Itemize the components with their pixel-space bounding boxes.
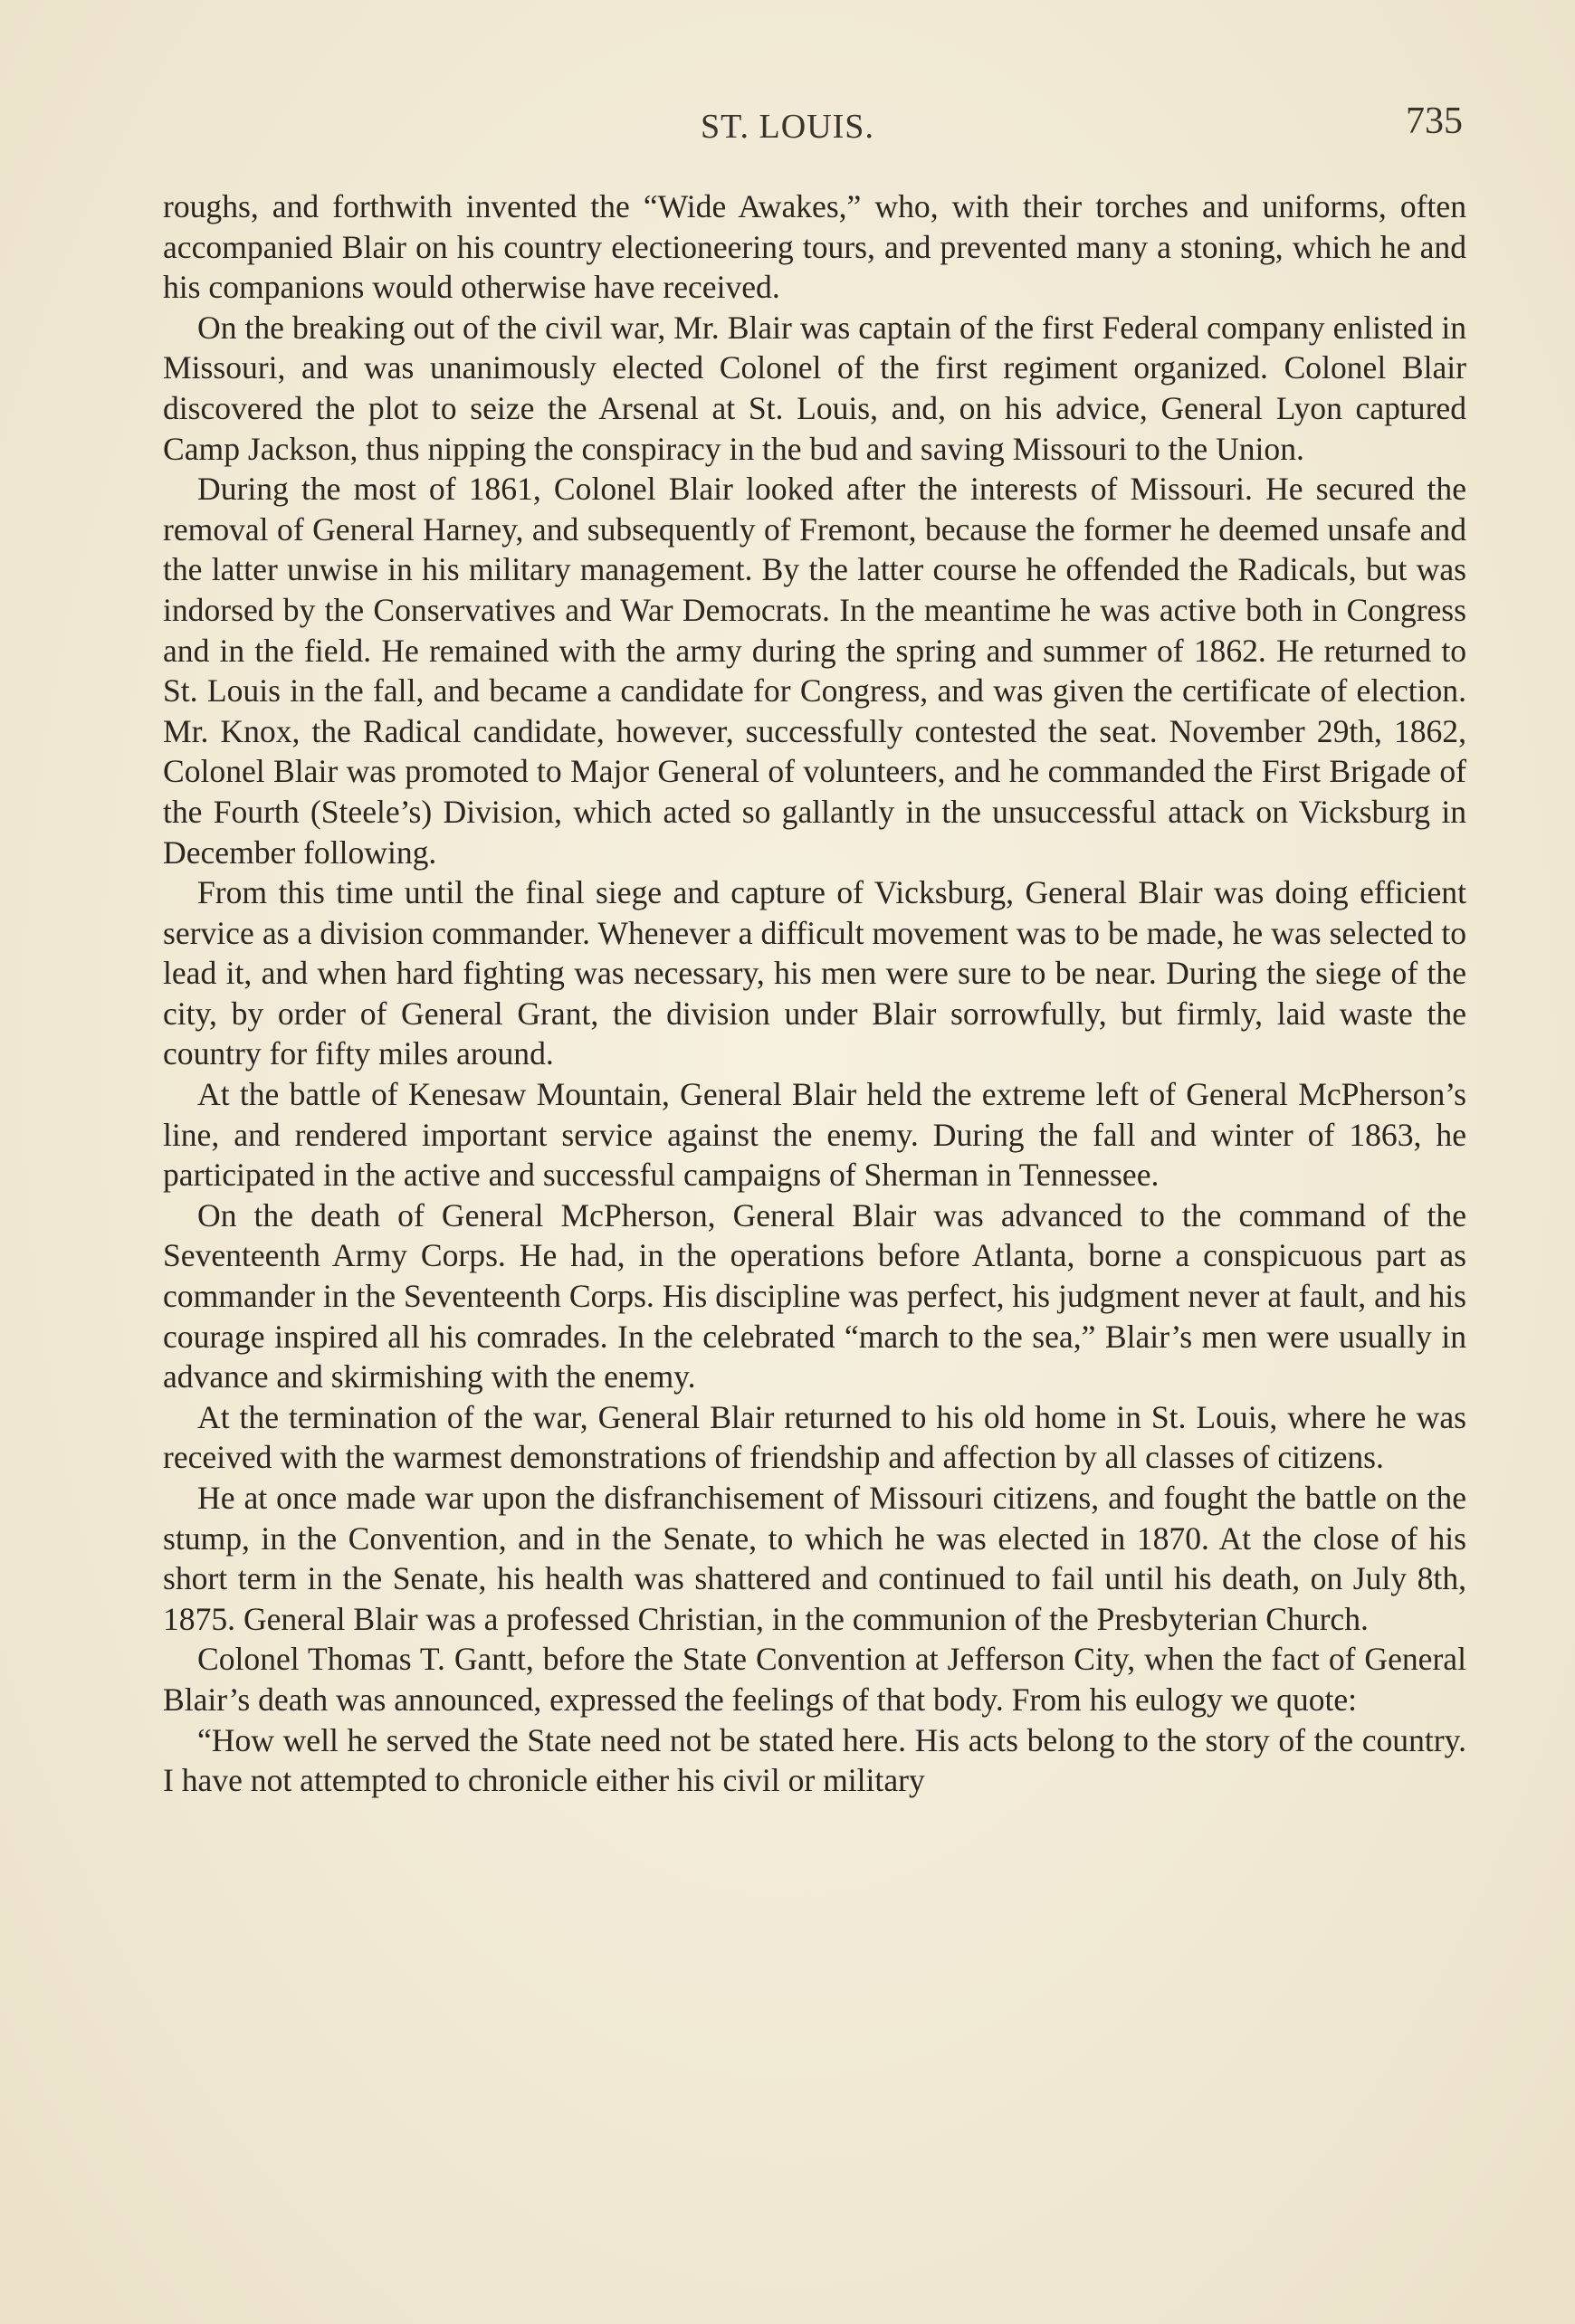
- paragraph-continued: roughs, and forthwith invented the “Wide Awakes,” who, with their torches and uniforms, often accompanied Blair on his country electioneering tours, and prevented many a stoning, which he and his companions would otherwise have received.: [163, 188, 1466, 306]
- paragraph-gantt: Colonel Thomas T. Gantt, before the State Convention at Jefferson City, when the fact of General Blair’s death was announced, expressed the feelings of that body. From his eulogy we quote:: [163, 1641, 1466, 1718]
- running-head-title: ST. LOUIS.: [701, 108, 874, 146]
- page-number: 735: [1406, 100, 1463, 142]
- paragraph-eulogy-quote: “How well he served the State need not be stated here. His acts belong to the story of the country. I have not attempted to chronicle either his civil or military: [163, 1721, 1466, 1799]
- running-head: [0, 100, 1575, 161]
- paragraph-vicksburg: From this time until the final siege and capture of Vicksburg, General Blair was doing efficient service as a division commander. Whenever a difficult movement was to be made, he was selected to lead it, and when hard fighting was necessary, his men were sure to be near. During the siege of the city, by order of General Grant, the division under Blair sorrowfully, but firmly, laid waste the country for fifty miles around.: [163, 874, 1466, 1072]
- paragraph-1861: During the most of 1861, Colonel Blair looked after the interests of Missouri. He secured the removal of General Harney, and subsequently of Fremont, because the former he deemed unsafe and the latter unwise in his military management. By the latter course he offended the Radicals, but was indorsed by the Conservatives and War Democrats. In the meantime he was active both in Congress and in the field. He remained with the army during the spring and summer of 1862. He returned to St. Louis in the fall, and became a candidate for Congress, and was given the certificate of election. Mr. Knox, the Radical candidate, however, successfully contested the seat. November 29th, 1862, Colonel Blair was promoted to Major General of volunteers, and he commanded the First Brigade of the Fourth (Steele’s) Division, which acted so gallantly in the unsuccessful attack on Vicksburg in December following.: [163, 471, 1466, 871]
- paragraph-senate: He at once made war upon the disfranchisement of Missouri citizens, and fought the battle on the stump, in the Convention, and in the Senate, to which he was elected in 1870. At the close of his short term in the Senate, his health was shattered and continued to fail until his death, on July 8th, 1875. General Blair was a professed Christian, in the communion of the Presbyterian Church.: [163, 1480, 1466, 1637]
- paragraph-war-end: At the termination of the war, General Blair returned to his old home in St. Louis, where he was received with the warmest demonstrations of friendship and affection by all classes of citizens.: [163, 1398, 1466, 1476]
- paragraph-mcpherson: On the death of General McPherson, General Blair was advanced to the command of the Seventeenth Army Corps. He had, in the operations before Atlanta, borne a conspicuous part as commander in the Seventeenth Corps. His discipline was perfect, his judgment never at fault, and his courage inspired all his comrades. In the celebrated “march to the sea,” Blair’s men were usually in advance and skirmishing with the enemy.: [163, 1196, 1466, 1395]
- paragraph-kenesaw: At the battle of Kenesaw Mountain, General Blair held the extreme left of General McPherson’s line, and rendered important service against the enemy. During the fall and winter of 1863, he participated in the active and successful campaigns of Sherman in Tennessee.: [163, 1076, 1466, 1194]
- paragraph-civil-war: On the breaking out of the civil war, Mr. Blair was captain of the first Federal company enlisted in Missouri, and was unanimously elected Colonel of the first regiment organized. Colonel Blair discovered the plot to seize the Arsenal at St. Louis, and, on his advice, General Lyon captured Camp Jackson, thus nipping the conspiracy in the bud and saving Missouri to the Union.: [163, 309, 1466, 467]
- body-text: [163, 186, 1466, 1801]
